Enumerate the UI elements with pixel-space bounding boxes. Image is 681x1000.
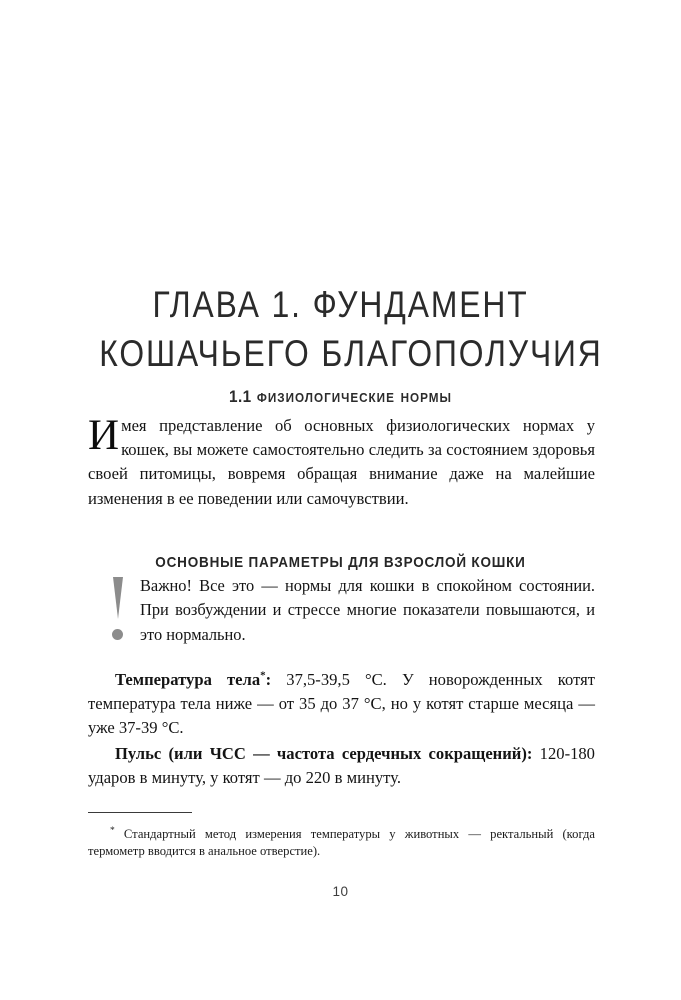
parameter-item-temperature (88, 668, 595, 741)
exclamation-stem (113, 577, 123, 619)
footnote-separator-rule (88, 812, 192, 813)
intro-paragraph-block (88, 414, 595, 511)
chapter-title-line-1: ГЛАВА 1. ФУНДАМЕНТ (152, 283, 529, 325)
intro-paragraph-text: мея представление об основных физиологических нормах у кошек, вы можете самостоятельно следить за состоянием здоровья своей питомицы, вовремя обращая внимание даже на малейшие изменения в ее поведении или самочувствии. (88, 416, 595, 508)
exclamation-mark-icon (110, 577, 126, 643)
intro-paragraph (88, 414, 595, 511)
section-title: физиологические нормы (256, 386, 452, 408)
page-number: 10 (332, 884, 349, 899)
chapter-title (99, 280, 603, 378)
callout-text: Важно! Все это — нормы для кошки в спокойном состоянии. При возбуждении и стрессе многие показатели повышаются, и это нормально. (140, 576, 595, 644)
parameter-value-pulse: 120-180 ударов в минуту, у котят — до 220 в минуту. (88, 743, 595, 787)
footnote-block (88, 826, 595, 861)
parameter-label-pulse: Пульс (или ЧСС — частота сердечных сокращений) (115, 743, 527, 763)
callout-text-wrapper (140, 574, 595, 647)
section-subtitle (88, 386, 593, 408)
parameter-item-pulse (88, 742, 595, 790)
parameter-footnote-marker-temperature: * (260, 669, 266, 682)
drop-cap: И (88, 412, 120, 459)
exclamation-dot (112, 629, 123, 640)
parameter-separator-pulse: : (526, 743, 540, 763)
parameters-list (88, 668, 595, 790)
footnote-paragraph (88, 826, 595, 861)
parameter-separator-temperature: : (265, 670, 287, 689)
footnote-text: Стандартный метод измерения температуры у животных — ректальный (когда термометр вводится в анальное отверстие). (88, 827, 595, 859)
footnote-marker: * (110, 825, 115, 836)
parameter-value-temperature: 37,5-39,5 °C. У новорожденных котят температура тела ниже — от 35 до 37 °C, но у котят старше месяца — уже 37-39 °C. (88, 670, 595, 738)
section-number: 1.1 (229, 387, 252, 407)
chapter-title-line-2: КОШАЧЬЕГО БЛАГОПОЛУЧИЯ (99, 332, 603, 374)
parameter-label-temperature: Температура тела (115, 670, 261, 689)
parameters-heading: ОСНОВНЫЕ ПАРАМЕТРЫ ДЛЯ ВЗРОСЛОЙ КОШКИ (155, 554, 526, 571)
important-note-callout (88, 574, 595, 647)
